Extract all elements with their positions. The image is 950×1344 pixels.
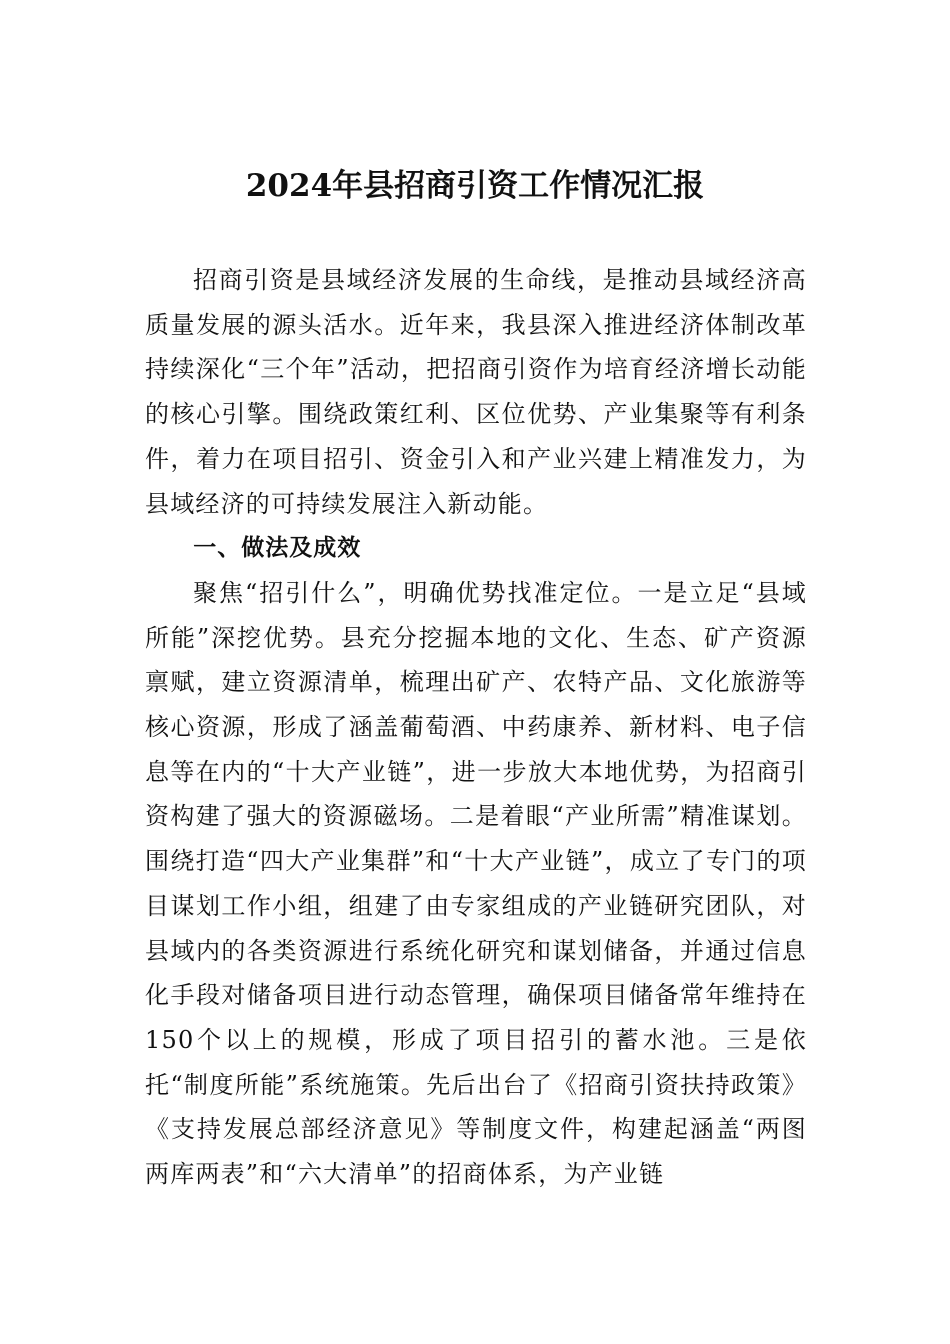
- section-heading: 一、做法及成效: [193, 535, 362, 562]
- document-title: 2024年县招商引资工作情况汇报: [245, 168, 705, 204]
- section-paragraph: 聚焦“招引什么”，明确优势找准定位。一是立足“县域所能”深挖优势。县充分挖掘本地的文化、生态、矿产资源禀赋，建立资源清单，梳理出矿产、农特产品、文化旅游等核心资源，形成了涵盖葡萄酒、中药康养、新材料、电子信息等在内的“十大产业链”，进一步放大本地优势，为招商引资构建了强大的资源磁场。二是着眼“产业所需”精准谋划。围绕打造“四大产业集群”和“十大产业链”，成立了专门的项目谋划工作小组，组建了由专家组成的产业链研究团队，对县域内的各类资源进行系统化研究和谋划储备，并通过信息化手段对储备项目进行动态管理，确保项目储备常年维持在150个以上的规模，形成了项目招引的蓄水池。三是依托“制度所能”系统施策。先后出台了《招商引资扶持政策》《支持发展总部经济意见》等制度文件，构建起涵盖“两图两库两表”和“六大清单”的招商体系，为产业链: [145, 578, 807, 1189]
- intro-paragraph: 招商引资是县域经济发展的生命线，是推动县域经济高质量发展的源头活水。近年来，我县深入推进经济体制改革持续深化“三个年”活动，把招商引资作为培育经济增长动能的核心引擎。围绕政策红利、区位优势、产业集聚等有利条件，着力在项目招引、资金引入和产业兴建上精准发力，为县域经济的可持续发展注入新动能。: [145, 266, 807, 518]
- document-body: [145, 258, 807, 1197]
